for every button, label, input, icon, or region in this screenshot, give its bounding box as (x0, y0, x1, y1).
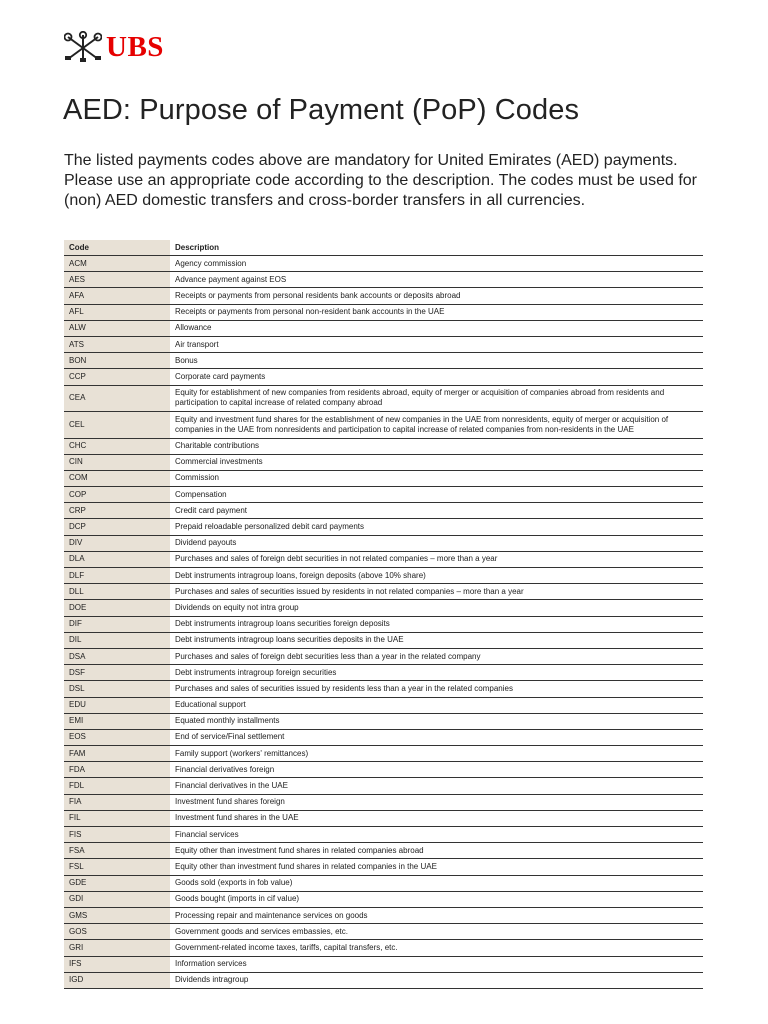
table-row (64, 859, 703, 875)
cell-description: Agency commission (170, 256, 703, 272)
cell-description: Bonus (170, 353, 703, 369)
table-row (64, 519, 703, 535)
cell-description: Debt instruments intragroup loans securities deposits in the UAE (170, 632, 703, 648)
table-row (64, 891, 703, 907)
table-row (64, 778, 703, 794)
cell-description: Commission (170, 470, 703, 486)
cell-code: GRI (64, 940, 170, 956)
cell-description: Information services (170, 956, 703, 972)
table-row (64, 487, 703, 503)
table-row (64, 600, 703, 616)
cell-description: Investment fund shares foreign (170, 794, 703, 810)
cell-description: End of service/Final settlement (170, 729, 703, 745)
cell-description: Corporate card payments (170, 369, 703, 385)
cell-description: Charitable contributions (170, 438, 703, 454)
table-row (64, 568, 703, 584)
cell-code: DIL (64, 632, 170, 648)
cell-code: FDL (64, 778, 170, 794)
cell-code: AFA (64, 288, 170, 304)
table-row (64, 632, 703, 648)
cell-description: Dividends on equity not intra group (170, 600, 703, 616)
cell-code: ACM (64, 256, 170, 272)
table-row (64, 907, 703, 923)
table-row (64, 940, 703, 956)
table-body (64, 256, 703, 989)
cell-code: FSA (64, 843, 170, 859)
cell-code: EDU (64, 697, 170, 713)
cell-description: Equity other than investment fund shares in related companies in the UAE (170, 859, 703, 875)
table-row (64, 665, 703, 681)
cell-code: GDI (64, 891, 170, 907)
cell-description: Financial derivatives in the UAE (170, 778, 703, 794)
cell-description: Financial derivatives foreign (170, 762, 703, 778)
cell-code: FDA (64, 762, 170, 778)
cell-description: Educational support (170, 697, 703, 713)
cell-code: DSA (64, 648, 170, 664)
cell-description: Dividends intragroup (170, 972, 703, 988)
cell-code: IGD (64, 972, 170, 988)
cell-description: Purchases and sales of securities issued by residents less than a year in the related companies (170, 681, 703, 697)
table-row (64, 470, 703, 486)
cell-description: Equity other than investment fund shares in related companies abroad (170, 843, 703, 859)
cell-description: Prepaid reloadable personalized debit card payments (170, 519, 703, 535)
cell-code: DLF (64, 568, 170, 584)
table-row (64, 648, 703, 664)
ubs-logo (64, 30, 164, 64)
table-row (64, 454, 703, 470)
cell-code: FAM (64, 746, 170, 762)
table-row (64, 503, 703, 519)
cell-description: Compensation (170, 487, 703, 503)
column-header-code: Code (64, 240, 170, 256)
cell-description: Government-related income taxes, tariffs, capital transfers, etc. (170, 940, 703, 956)
table-row (64, 438, 703, 454)
cell-description: Receipts or payments from personal non-resident bank accounts in the UAE (170, 304, 703, 320)
cell-description: Goods sold (exports in fob value) (170, 875, 703, 891)
table-row (64, 353, 703, 369)
cell-code: FIA (64, 794, 170, 810)
table-row (64, 972, 703, 988)
brand-name: UBS (106, 30, 164, 63)
cell-description: Debt instruments intragroup loans securities foreign deposits (170, 616, 703, 632)
cell-description: Commercial investments (170, 454, 703, 470)
cell-description: Government goods and services embassies, etc. (170, 924, 703, 940)
table-row (64, 924, 703, 940)
cell-code: ALW (64, 320, 170, 336)
cell-code: CEL (64, 412, 170, 439)
cell-code: CHC (64, 438, 170, 454)
page-title: AED: Purpose of Payment (PoP) Codes (63, 94, 580, 126)
cell-description: Processing repair and maintenance services on goods (170, 907, 703, 923)
cell-code: CIN (64, 454, 170, 470)
table-row (64, 288, 703, 304)
table-row (64, 304, 703, 320)
table-row (64, 385, 703, 412)
table-row (64, 369, 703, 385)
table-row (64, 875, 703, 891)
cell-description: Debt instruments intragroup foreign securities (170, 665, 703, 681)
cell-code: DSL (64, 681, 170, 697)
table-row (64, 697, 703, 713)
pop-codes-table (64, 240, 703, 989)
table-row (64, 336, 703, 352)
cell-code: COM (64, 470, 170, 486)
table-row (64, 584, 703, 600)
cell-description: Purchases and sales of securities issued by residents in not related companies – more than a year (170, 584, 703, 600)
ubs-keys-icon (64, 31, 102, 63)
table-row (64, 843, 703, 859)
table-header-row (64, 240, 703, 256)
table-row (64, 535, 703, 551)
cell-code: FIL (64, 810, 170, 826)
cell-code: DLL (64, 584, 170, 600)
cell-code: DIF (64, 616, 170, 632)
table-row (64, 956, 703, 972)
table-row (64, 810, 703, 826)
table-row (64, 729, 703, 745)
cell-description: Financial services (170, 827, 703, 843)
cell-code: DSF (64, 665, 170, 681)
cell-description: Allowance (170, 320, 703, 336)
cell-description: Purchases and sales of foreign debt securities less than a year in the related company (170, 648, 703, 664)
cell-code: CEA (64, 385, 170, 412)
cell-code: GDE (64, 875, 170, 891)
cell-description: Family support (workers' remittances) (170, 746, 703, 762)
cell-description: Dividend payouts (170, 535, 703, 551)
table-row (64, 681, 703, 697)
cell-code: DIV (64, 535, 170, 551)
cell-description: Receipts or payments from personal residents bank accounts or deposits abroad (170, 288, 703, 304)
cell-description: Equated monthly installments (170, 713, 703, 729)
table-row (64, 827, 703, 843)
table-row (64, 551, 703, 567)
cell-code: GMS (64, 907, 170, 923)
cell-code: EMI (64, 713, 170, 729)
table-row (64, 762, 703, 778)
table-row (64, 412, 703, 439)
cell-code: CRP (64, 503, 170, 519)
cell-code: GOS (64, 924, 170, 940)
cell-code: AES (64, 272, 170, 288)
cell-code: ATS (64, 336, 170, 352)
intro-paragraph: The listed payments codes above are mandatory for United Emirates (AED) payments. Please use an appropriate code according to the description. The codes must be used for (non) AED domestic transfers and cross-border transfers in all currencies. (64, 152, 697, 209)
cell-code: COP (64, 487, 170, 503)
cell-description: Goods bought (imports in cif value) (170, 891, 703, 907)
table-row (64, 320, 703, 336)
cell-description: Credit card payment (170, 503, 703, 519)
cell-description: Debt instruments intragroup loans, foreign deposits (above 10% share) (170, 568, 703, 584)
column-header-description: Description (170, 240, 703, 256)
table-row (64, 794, 703, 810)
cell-code: EOS (64, 729, 170, 745)
cell-description: Advance payment against EOS (170, 272, 703, 288)
table-row (64, 713, 703, 729)
cell-code: IFS (64, 956, 170, 972)
cell-description: Air transport (170, 336, 703, 352)
table-row (64, 256, 703, 272)
cell-code: CCP (64, 369, 170, 385)
cell-code: DOE (64, 600, 170, 616)
cell-description: Investment fund shares in the UAE (170, 810, 703, 826)
cell-code: DCP (64, 519, 170, 535)
cell-description: Equity for establishment of new companies from residents abroad, equity of merger or acquisition of companies abroad from residents and participation to capital increase of related company abroad (170, 385, 703, 412)
cell-description: Purchases and sales of foreign debt securities in not related companies – more than a year (170, 551, 703, 567)
table-row (64, 616, 703, 632)
cell-code: AFL (64, 304, 170, 320)
cell-code: DLA (64, 551, 170, 567)
cell-description: Equity and investment fund shares for the establishment of new companies in the UAE from nonresidents, equity of merger or acquisition of companies in the UAE from nonresidents and participation to capital increase of related companies from non-residents in the UAE (170, 412, 703, 439)
table-row (64, 746, 703, 762)
cell-code: FSL (64, 859, 170, 875)
cell-code: BON (64, 353, 170, 369)
table-row (64, 272, 703, 288)
cell-code: FIS (64, 827, 170, 843)
